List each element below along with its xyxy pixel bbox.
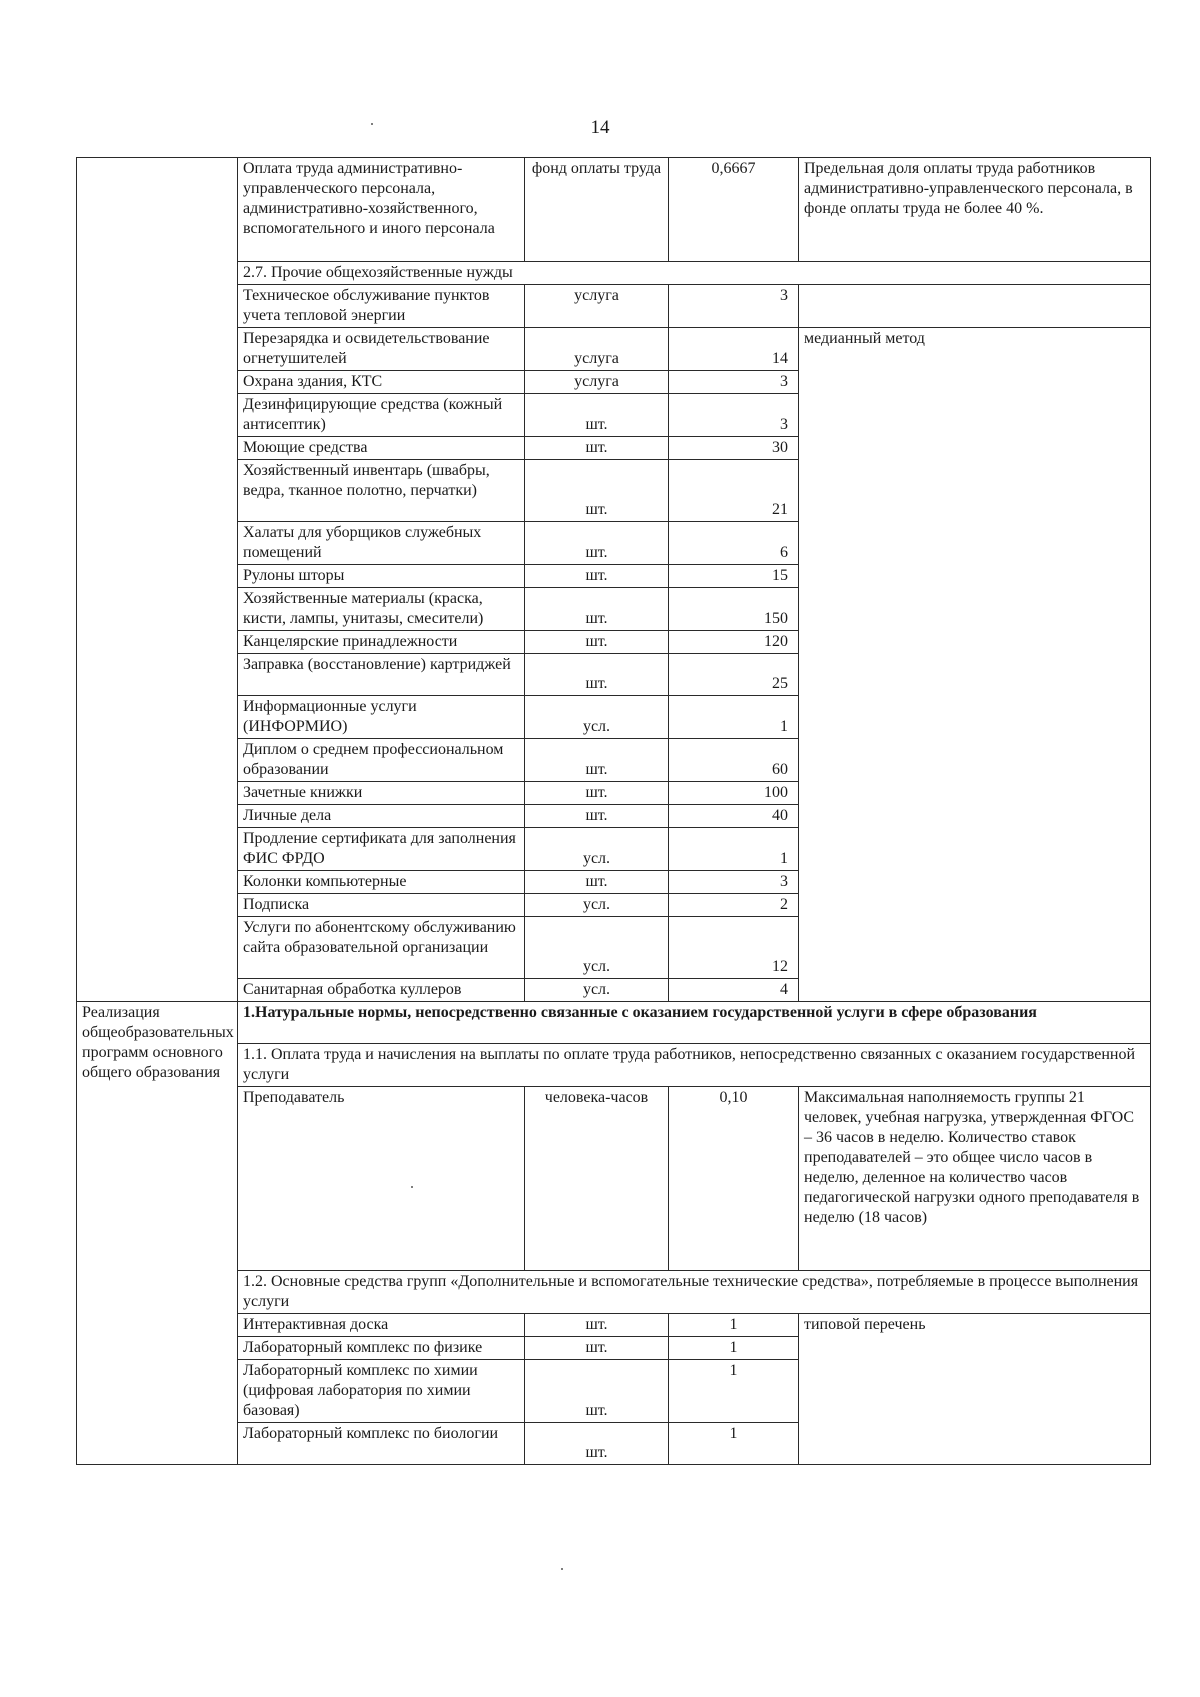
item-value: 1 (669, 1314, 799, 1337)
item-value: 14 (669, 328, 799, 371)
item-value: 12 (669, 917, 799, 979)
item-unit: шт. (525, 782, 669, 805)
table-row (77, 285, 1151, 328)
item-value: 0,6667 (669, 158, 799, 262)
item-name: Диплом о среднем профессиональном образовании (238, 739, 525, 782)
item-name: Лабораторный комплекс по биологии (238, 1423, 525, 1465)
table-row (77, 1087, 1151, 1271)
item-value: 40 (669, 805, 799, 828)
item-unit: шт. (525, 631, 669, 654)
item-value: 2 (669, 894, 799, 917)
item-name: Колонки компьютерные (238, 871, 525, 894)
item-note: Максимальная наполняемость группы 21 человек, учебная нагрузка, утвержденная ФГОС – 36 часов в неделю. Количество ставок преподавателей – это общее число часов в неделю, деленное на количество часов педагогической нагрузки одного преподавателя в неделю (18 часов) (799, 1087, 1151, 1271)
item-name: Канцелярские принадлежности (238, 631, 525, 654)
item-name: Информационные услуги (ИНФОРМИО) (238, 696, 525, 739)
item-unit: шт. (525, 1314, 669, 1337)
item-value: 60 (669, 739, 799, 782)
item-value: 3 (669, 394, 799, 437)
item-name: Заправка (восстановление) картриджей (238, 654, 525, 696)
item-unit: шт. (525, 588, 669, 631)
item-unit: усл. (525, 828, 669, 871)
item-unit: шт. (525, 805, 669, 828)
blank-left-cell (77, 158, 238, 1002)
item-name: Услуги по абонентскому обслуживанию сайта образовательной организации (238, 917, 525, 979)
item-name: Халаты для уборщиков служебных помещений (238, 522, 525, 565)
item-value: 15 (669, 565, 799, 588)
item-value: 1 (669, 1360, 799, 1423)
item-value: 1 (669, 828, 799, 871)
item-unit: фонд оплаты труда (525, 158, 669, 262)
norms-table (76, 157, 1151, 1002)
item-value: 120 (669, 631, 799, 654)
item-name: Интерактивная доска (238, 1314, 525, 1337)
item-name: Хозяйственный инвентарь (швабры, ведра, тканное полотно, перчатки) (238, 460, 525, 522)
item-name: Оплата труда административно-управленческого персонала, административно-хозяйственного, вспомогательного и иного персонала (238, 158, 525, 262)
item-unit: шт. (525, 437, 669, 460)
item-name: Охрана здания, КТС (238, 371, 525, 394)
item-value: 100 (669, 782, 799, 805)
item-value: 1 (669, 696, 799, 739)
item-value: 25 (669, 654, 799, 696)
item-unit: услуга (525, 328, 669, 371)
item-value: 0,10 (669, 1087, 799, 1271)
item-unit: усл. (525, 917, 669, 979)
section-row (77, 262, 1151, 285)
item-name: Лабораторный комплекс по физике (238, 1337, 525, 1360)
item-unit: шт. (525, 871, 669, 894)
item-name: Перезарядка и освидетельствование огнетушителей (238, 328, 525, 371)
item-name: Рулоны шторы (238, 565, 525, 588)
item-unit: шт. (525, 394, 669, 437)
item-unit: шт. (525, 739, 669, 782)
item-note: Предельная доля оплаты труда работников административно-управленческого персонала, в фонде оплаты труда не более 40 %. (799, 158, 1151, 262)
item-unit: усл. (525, 696, 669, 739)
median-method-note: медианный метод (799, 328, 1151, 1002)
table-row (77, 328, 1151, 371)
section-row (77, 1271, 1151, 1314)
item-name: Преподаватель (238, 1087, 525, 1271)
section-1-2-title: 1.2. Основные средства групп «Дополнительные и вспомогательные технические средства», потребляемые в процессе выполнения услуги (238, 1271, 1151, 1314)
item-value: 21 (669, 460, 799, 522)
section-1-title: 1.Натуральные нормы, непосредственно связанные с оказанием государственной услуги в сфере образования (238, 1002, 1151, 1044)
item-name: Продление сертификата для заполнения ФИС ФРДО (238, 828, 525, 871)
item-unit: шт. (525, 1360, 669, 1423)
item-name: Моющие средства (238, 437, 525, 460)
item-unit: услуга (525, 371, 669, 394)
item-value: 4 (669, 979, 799, 1002)
item-unit: услуга (525, 285, 669, 328)
scan-speck (411, 1186, 413, 1188)
table-row (77, 158, 1151, 262)
section-2-7-title: 2.7. Прочие общехозяйственные нужды (238, 262, 1151, 285)
item-value: 1 (669, 1337, 799, 1360)
item-name: Санитарная обработка куллеров (238, 979, 525, 1002)
section-row (77, 1002, 1151, 1044)
norms-table-container (76, 157, 1150, 1465)
item-name: Личные дела (238, 805, 525, 828)
section-row (77, 1044, 1151, 1087)
item-unit: шт. (525, 1423, 669, 1465)
item-unit: шт. (525, 565, 669, 588)
item-unit: человека-часов (525, 1087, 669, 1271)
item-unit: шт. (525, 460, 669, 522)
scan-speck (371, 123, 373, 125)
item-unit: шт. (525, 654, 669, 696)
table-row (77, 1314, 1151, 1337)
scan-speck (561, 1568, 563, 1570)
item-value: 150 (669, 588, 799, 631)
page-number: 14 (590, 117, 610, 138)
item-name: Зачетные книжки (238, 782, 525, 805)
item-value: 30 (669, 437, 799, 460)
item-unit: усл. (525, 894, 669, 917)
item-value: 3 (669, 285, 799, 328)
item-name: Лабораторный комплекс по химии (цифровая лаборатория по химии базовая) (238, 1360, 525, 1423)
realization-label: Реализация общеобразовательных программ основного общего образования (77, 1002, 238, 1465)
item-unit: шт. (525, 522, 669, 565)
section-1-1-title: 1.1. Оплата труда и начисления на выплаты по оплате труда работников, непосредственно связанных с оказанием государственной услуги (238, 1044, 1151, 1087)
norms-table-part-2 (76, 1001, 1151, 1465)
item-value: 3 (669, 371, 799, 394)
item-name: Хозяйственные материалы (краска, кисти, лампы, унитазы, смесители) (238, 588, 525, 631)
item-value: 3 (669, 871, 799, 894)
typical-list-note: типовой перечень (799, 1314, 1151, 1465)
item-name: Дезинфицирующие средства (кожный антисептик) (238, 394, 525, 437)
item-name: Техническое обслуживание пунктов учета тепловой энергии (238, 285, 525, 328)
item-unit: усл. (525, 979, 669, 1002)
item-unit: шт. (525, 1337, 669, 1360)
item-value: 1 (669, 1423, 799, 1465)
item-name: Подписка (238, 894, 525, 917)
item-note-empty (799, 285, 1151, 328)
item-value: 6 (669, 522, 799, 565)
